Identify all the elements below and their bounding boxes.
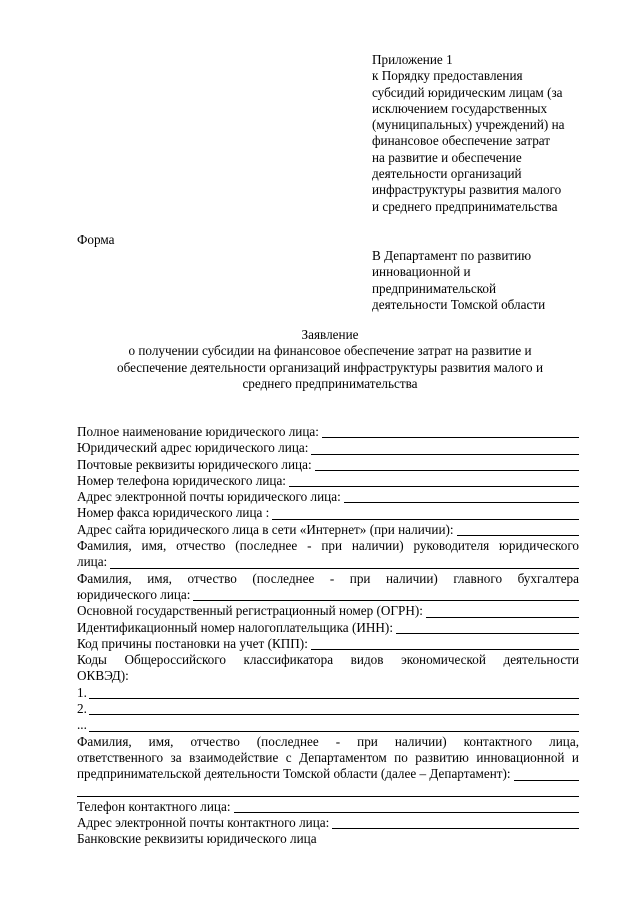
addressee-block [372,248,602,313]
field-contact-email [77,815,579,831]
title-line-3: среднего предпринимательства [242,375,418,391]
phone-blank[interactable] [289,474,579,487]
contact-extra-line [77,783,579,799]
addressee-line: В Департамент по развитию [372,248,532,263]
form-label: Форма [77,232,115,247]
field-accountant [77,587,579,603]
contact-phone-blank[interactable] [234,800,580,813]
field-label: Адрес сайта юридического лица в сети «Интернет» (при наличии): [77,521,454,537]
contact-email-blank[interactable] [332,816,579,829]
field-website [77,522,579,538]
addressee-line: деятельности Томской области [372,296,546,312]
field-okved-1 [77,685,579,701]
field-okved-line-2: ОКВЭД): [77,668,129,684]
annex-line: финансовое обеспечение затрат [372,133,551,149]
field-full-name [77,424,579,440]
field-kpp [77,636,579,652]
addressee-line: инновационной и [372,264,471,280]
website-blank[interactable] [457,523,579,536]
annex-line: (муниципальных) учреждений) на [372,117,565,133]
field-email [77,489,579,505]
annex-line: исключением государственных [372,100,548,116]
field-contact-phone [77,799,579,815]
field-label: Адрес электронной почты юридического лица: [77,489,341,505]
field-label: Адрес электронной почты контактного лица: [77,815,330,831]
field-label: предпринимательской деятельности Томской области (далее – Департамент): [77,766,511,782]
field-label: Телефон контактного лица: [77,798,231,814]
okved-ellipsis: ... [77,717,87,733]
kpp-blank[interactable] [311,637,579,650]
okved-2-blank[interactable] [89,702,579,715]
field-label: лица: [77,554,108,570]
fax-blank[interactable] [272,507,579,520]
contact-blank[interactable] [514,768,579,781]
field-label: Номер факса юридического лица : [77,505,270,521]
annex-line: субсидий юридическим лицам (за [372,84,563,100]
okved-1-blank[interactable] [89,686,579,699]
email-blank[interactable] [344,490,579,503]
annex-line: и среднего предпринимательства [372,198,558,214]
field-inn [77,620,579,636]
annex-line: к Порядку предоставления [372,68,523,84]
field-accountant-line-1: Фамилия, имя, отчество (последнее - при наличии) главного бухгалтера [77,570,579,586]
form-body [77,424,579,848]
annex-block [372,52,602,215]
field-label: Юридический адрес юридического лица: [77,440,309,456]
field-okved-more [77,717,579,733]
okved-number: 1. [77,684,87,700]
director-blank[interactable] [110,556,579,569]
field-ogrn [77,603,579,619]
field-contact [77,766,579,782]
field-label: Почтовые реквизиты юридического лица: [77,456,312,472]
field-label: Полное наименование юридического лица: [77,424,319,439]
postal-blank[interactable] [315,458,579,471]
inn-blank[interactable] [396,621,579,634]
ogrn-blank[interactable] [426,605,579,618]
okved-more-blank[interactable] [89,719,579,732]
field-label: Идентификационный номер налогоплательщика (ИНН): [77,619,393,635]
annex-line: на развитие и обеспечение [372,149,522,165]
contact-extra-blank[interactable] [77,784,579,797]
annex-line: Приложение 1 [372,52,453,67]
full-name-blank[interactable] [322,425,579,438]
accountant-blank[interactable] [193,588,579,601]
field-legal-address [77,440,579,456]
okved-number: 2. [77,701,87,717]
legal-address-blank[interactable] [311,442,579,455]
field-director-line-1: Фамилия, имя, отчество (последнее - при наличии) руководителя юридического [77,538,579,554]
field-contact-line-2: ответственного за взаимодействие с Департаментом по развитию инновационной и [77,749,579,765]
field-bank-details: Банковские реквизиты юридического лица [77,831,317,847]
annex-line: деятельности организаций [372,166,522,182]
field-postal [77,457,579,473]
title-heading: Заявление [301,327,359,342]
field-contact-line-1: Фамилия, имя, отчество (последнее - при наличии) контактного лица, [77,733,579,749]
field-label: Код причины постановки на учет (КПП): [77,635,308,651]
addressee-line: предпринимательской [372,280,497,296]
field-label: Номер телефона юридического лица: [77,472,286,488]
field-label: юридического лица: [77,586,191,602]
field-director [77,554,579,570]
title-line-1: о получении субсидии на финансовое обеспечение затрат на развитие и [128,343,532,359]
field-fax [77,505,579,521]
annex-line: инфраструктуры развития малого [372,182,562,198]
field-phone [77,473,579,489]
field-okved-2 [77,701,579,717]
field-okved-line-1: Коды Общероссийского классификатора видов экономической деятельности [77,652,579,668]
document-title [60,327,600,392]
field-label: Основной государственный регистрационный номер (ОГРН): [77,603,423,619]
title-line-2: обеспечение деятельности организаций инфраструктуры развития малого и [117,359,543,375]
